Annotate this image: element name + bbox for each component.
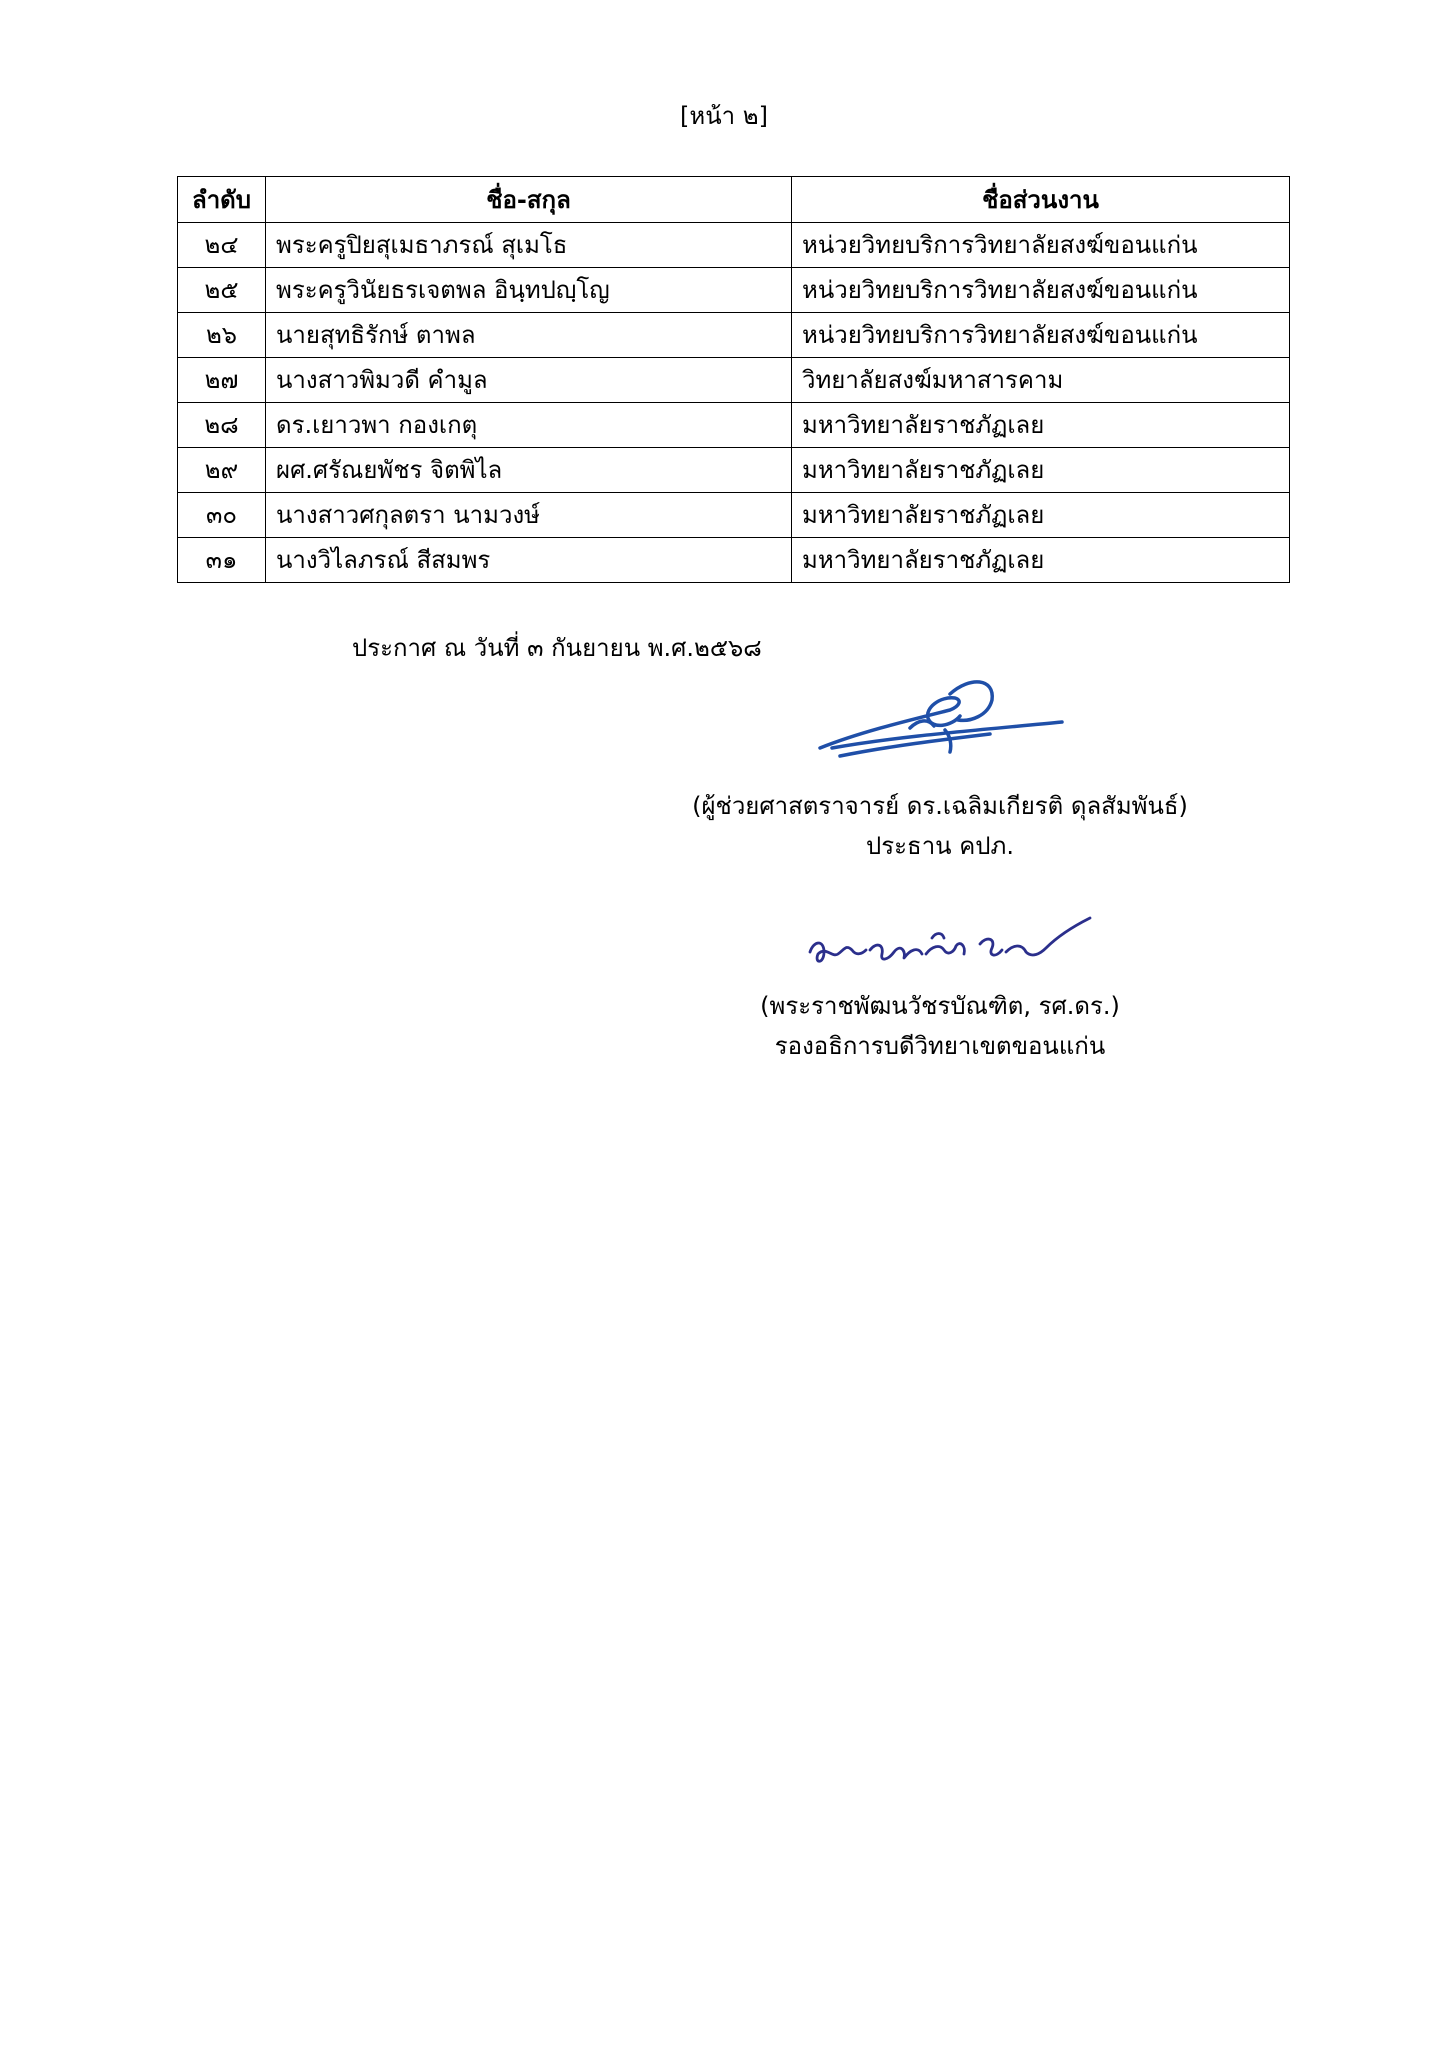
row-number: ๓๐: [178, 493, 266, 538]
row-number: ๒๙: [178, 448, 266, 493]
unit-name: มหาวิทยาลัยราชภัฏเลย: [792, 403, 1290, 448]
announcement-date: ประกาศ ณ วันที่ ๓ กันยายน พ.ศ.๒๕๖๘: [352, 634, 762, 662]
table-row: [178, 268, 1290, 313]
person-name: นางวิไลภรณ์ สีสมพร: [266, 538, 792, 583]
table-row: [178, 538, 1290, 583]
table-row: [178, 223, 1290, 268]
signatory-1: [660, 786, 1220, 866]
row-number: ๒๘: [178, 403, 266, 448]
signatory-name: (ผู้ช่วยศาสตราจารย์ ดร.เฉลิมเกียรติ ดุลสัมพันธ์): [692, 792, 1188, 820]
roster-table: [177, 176, 1290, 583]
signatory-title: รองอธิการบดีวิทยาเขตขอนแก่น: [774, 1032, 1106, 1060]
unit-name: หน่วยวิทยบริการวิทยาลัยสงฆ์ขอนแก่น: [792, 313, 1290, 358]
unit-name: หน่วยวิทยบริการวิทยาลัยสงฆ์ขอนแก่น: [792, 268, 1290, 313]
signature-2: [800, 910, 1100, 990]
unit-name: มหาวิทยาลัยราชภัฏเลย: [792, 448, 1290, 493]
signatory-2: [700, 986, 1180, 1066]
person-name: ผศ.ศรัณยพัชร จิตพิไล: [266, 448, 792, 493]
row-number: ๒๖: [178, 313, 266, 358]
person-name: พระครูวินัยธรเจตพล อินฺทปญฺโญ: [266, 268, 792, 313]
unit-name: มหาวิทยาลัยราชภัฏเลย: [792, 493, 1290, 538]
row-number: ๓๑: [178, 538, 266, 583]
table-row: [178, 358, 1290, 403]
unit-name: หน่วยวิทยบริการวิทยาลัยสงฆ์ขอนแก่น: [792, 223, 1290, 268]
table-header-row: [178, 177, 1290, 223]
table-row: [178, 403, 1290, 448]
person-name: พระครูปิยสุเมธาภรณ์ สุเมโธ: [266, 223, 792, 268]
unit-name: วิทยาลัยสงฆ์มหาสารคาม: [792, 358, 1290, 403]
column-header-order: ลำดับ: [178, 177, 266, 223]
signatory-name: (พระราชพัฒนวัชรบัณฑิต, รศ.ดร.): [760, 992, 1120, 1020]
row-number: ๒๕: [178, 268, 266, 313]
column-header-name: ชื่อ-สกุล: [266, 177, 792, 223]
unit-name: มหาวิทยาลัยราชภัฏเลย: [792, 538, 1290, 583]
person-name: นายสุทธิรักษ์ ตาพล: [266, 313, 792, 358]
signature-1: [800, 670, 1080, 770]
table-row: [178, 313, 1290, 358]
page-number: [หน้า ๒]: [680, 102, 768, 130]
table-row: [178, 493, 1290, 538]
column-header-unit: ชื่อส่วนงาน: [792, 177, 1290, 223]
person-name: ดร.เยาวพา กองเกตุ: [266, 403, 792, 448]
person-name: นางสาวศกุลตรา นามวงษ์: [266, 493, 792, 538]
signatory-title: ประธาน คปภ.: [866, 832, 1014, 860]
table-row: [178, 448, 1290, 493]
row-number: ๒๔: [178, 223, 266, 268]
person-name: นางสาวพิมวดี คำมูล: [266, 358, 792, 403]
row-number: ๒๗: [178, 358, 266, 403]
